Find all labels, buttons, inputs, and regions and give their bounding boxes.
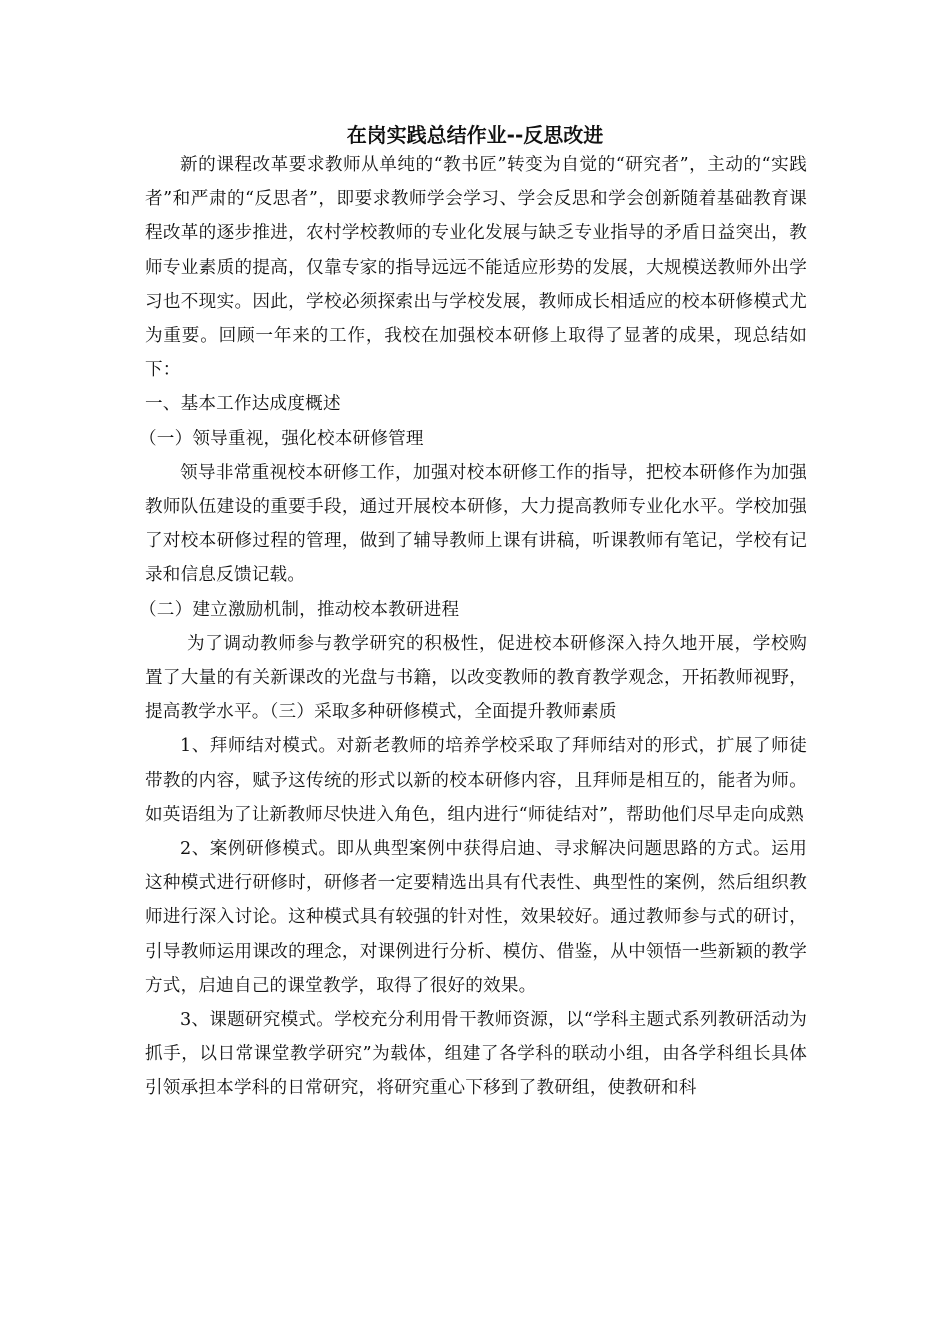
body-paragraph: 3、课题研究模式。学校充分利用骨干教师资源，以“学科主题式系列教研活动为抓手，以日常课堂教学研究”为载体，组建了各学科的联动小组，由各学科组长具体引领承担本学科的日常研究，将研究重心下移到了教研组，使教研和科 (145, 1010, 807, 1099)
document-title: 在岗实践总结作业--反思改进 (346, 123, 604, 147)
intro-paragraph: 新的课程改革要求教师从单纯的“教书匠”转变为自觉的“研究者”，主动的“实践者”和严肃的“反思者”，即要求教师学会学习、学会反思和学会创新随着基础教育课程改革的逐步推进，农村学校教师的专业化发展与缺乏专业指导的矛盾日益突出，教师专业素质的提高，仅靠专家的指导远远不能适应形势的发展，大规模送教师外出学习也不现实。因此，学校必须探索出与学校发展，教师成长相适应的校本研修模式尤为重要。回顾一年来的工作，我校在加强校本研修上取得了显著的成果，现总结如下： (145, 155, 807, 381)
document-body (139, 148, 807, 1106)
body-paragraph: 1、拜师结对模式。对新老教师的培养学校采取了拜师结对的形式，扩展了师徒带教的内容，赋予这传统的形式以新的校本研修内容，且拜师是相互的，能者为师。如英语组为了让新教师尽快进入角色，组内进行“师徒结对”，帮助他们尽早走向成熟 (145, 736, 807, 825)
body-paragraph: 领导非常重视校本研修工作，加强对校本研修工作的指导，把校本研修作为加强教师队伍建设的重要手段，通过开展校本研修，大力提高教师专业化水平。学校加强了对校本研修过程的管理，做到了辅导教师上课有讲稿，听课教师有笔记，学校有记录和信息反馈记载。 (145, 462, 807, 586)
section-heading: 一、基本工作达成度概述 (145, 394, 341, 415)
subsection-heading: （二）建立激励机制，推动校本教研进程 (139, 599, 460, 620)
body-paragraph: 为了调动教师参与教学研究的积极性，促进校本研修深入持久地开展，学校购置了大量的有关新课改的光盘与书籍，以改变教师的教育教学观念，开拓教师视野，提高教学水平。（三）采取多种研修模式，全面提升教师素质 (145, 633, 807, 723)
body-paragraph: 2、案例研修模式。即从典型案例中获得启迪、寻求解决问题思路的方式。运用这种模式进行研修时，研修者一定要精选出具有代表性、典型性的案例，然后组织教师进行深入讨论。这种模式具有较强的针对性，效果较好。通过教师参与式的研讨，引导教师运用课改的理念，对课例进行分析、模仿、借鉴，从中领悟一些新颖的教学方式，启迪自己的课堂教学，取得了很好的效果。 (145, 839, 807, 996)
subsection-heading: （一）领导重视，强化校本研修管理 (139, 428, 424, 449)
